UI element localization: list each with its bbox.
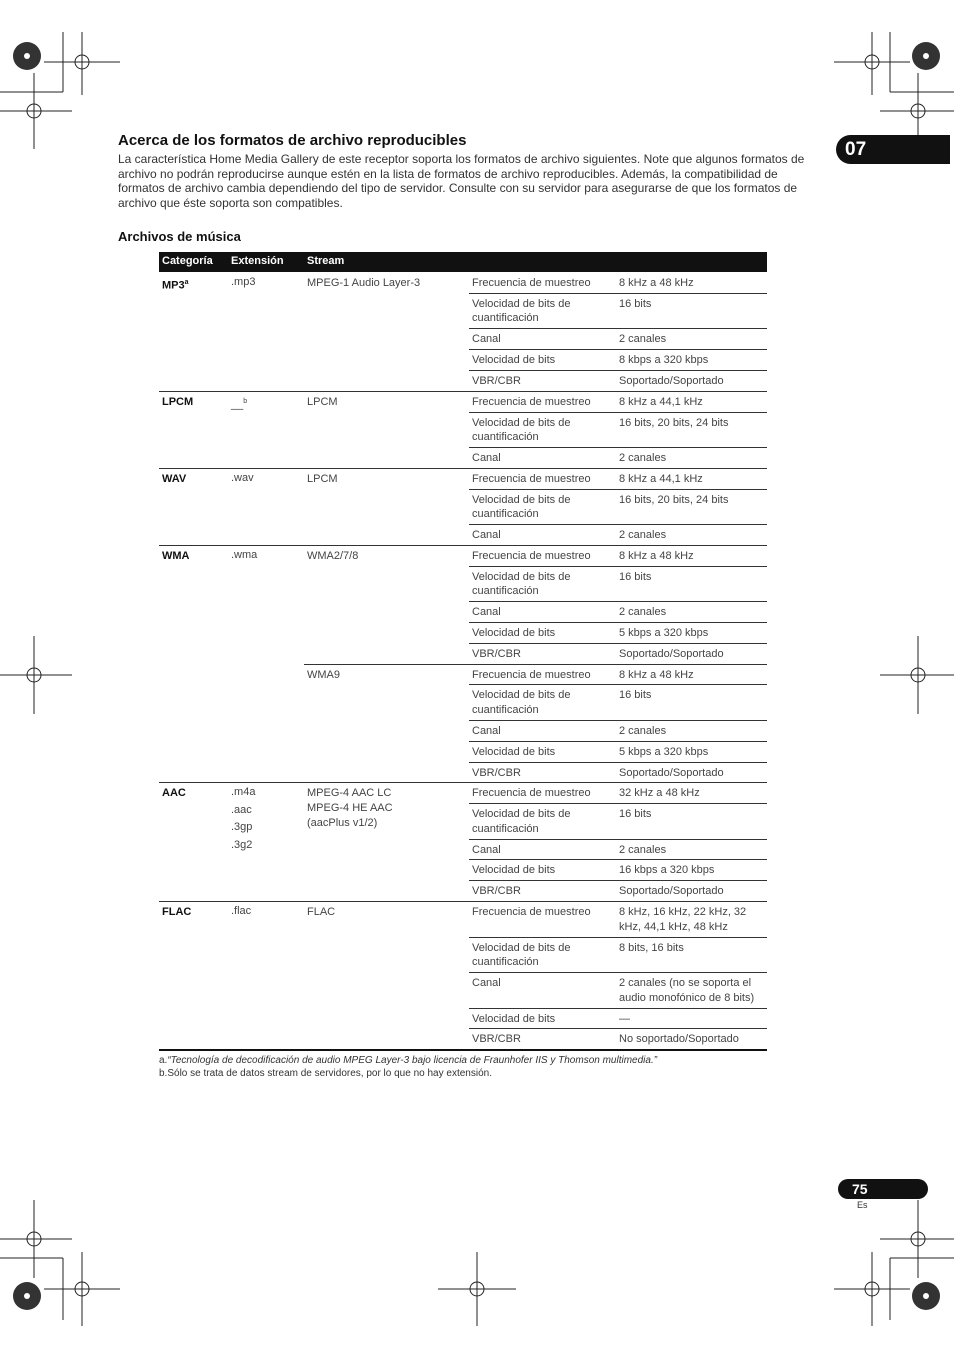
spec-row-divider [469, 524, 767, 525]
spec-label: Frecuencia de muestreo [472, 668, 591, 681]
chapter-tab: 07 [836, 135, 950, 164]
stream-name: MPEG-4 AAC LC MPEG-4 HE AAC (aacPlus v1/2) [307, 787, 393, 830]
spec-value: 16 bits, 20 bits, 24 bits [619, 416, 729, 429]
spec-value: 2 canales [619, 843, 667, 856]
extension-aac: .m4a .aac .3gp .3g2 [231, 786, 256, 851]
intro-paragraph: La característica Home Media Gallery de este receptor soporta los formatos de archivo siguientes. Note que algunos formatos de archivo no podrán reproducirse aunque estén en la lista de formatos de archivo reproducibles. Además, la compatibilidad de formatos de archivo cambia dependiendo del tipo de servidor. Consulte con su servidor para asegurarse de que los formatos de archivo que éste soporta son compatibles. [118, 152, 805, 210]
spec-row-divider [469, 370, 767, 371]
spec-value: 8 bits, 16 bits [619, 941, 684, 954]
spec-label: Canal [472, 333, 501, 346]
spec-row-divider [469, 880, 767, 881]
spec-row-divider [469, 972, 767, 973]
spec-label: Velocidad de bits [472, 627, 556, 639]
spec-row-divider [469, 684, 767, 685]
spec-value: Soportado/Soportado [619, 885, 724, 898]
subsection-title: Archivos de música [118, 229, 241, 244]
spec-label: Velocidad de bits de cuantificación [472, 689, 571, 716]
spec-label: Velocidad de bits [472, 864, 556, 877]
spec-value: — [619, 1012, 630, 1025]
spec-label: Canal [472, 843, 501, 856]
spec-label: Frecuencia de muestreo [472, 906, 591, 918]
spec-row-divider [469, 720, 767, 721]
spec-value: Soportado/Soportado [619, 647, 724, 660]
section-title: Acerca de los formatos de archivo reproducibles [118, 132, 467, 149]
spec-value: 5 kbps a 320 kbps [619, 627, 709, 639]
spec-value: 16 kbps a 320 kbps [619, 864, 715, 877]
stream-name: WMA9 [307, 668, 340, 681]
extension-wav: .wav [231, 471, 254, 484]
spec-label: VBR/CBR [472, 374, 521, 387]
spec-label: Canal [472, 977, 501, 989]
footnote-b: b.Sólo se trata de datos stream de servidores, por lo que no hay extensión. [159, 1068, 492, 1079]
header-stream: Stream [307, 255, 345, 267]
spec-row-divider [469, 489, 767, 490]
spec-value: 5 kbps a 320 kbps [619, 745, 709, 758]
spec-row-divider [469, 349, 767, 350]
spec-row-divider [469, 566, 767, 567]
spec-label: Velocidad de bits [472, 1012, 556, 1025]
category-divider [159, 391, 767, 392]
spec-value: 2 canales [619, 529, 667, 542]
language-code: Es [857, 1200, 868, 1210]
spec-value: 8 kHz a 44,1 kHz [619, 395, 703, 408]
extension-wma: .wma [231, 548, 258, 561]
spec-value: 16 bits [619, 297, 652, 310]
spec-value: Soportado/Soportado [619, 374, 724, 387]
spec-value: 2 canales [619, 452, 667, 464]
stream-divider [304, 664, 767, 665]
spec-value: 2 canales [619, 333, 667, 346]
stream-name: LPCM [307, 472, 338, 485]
spec-row-divider [469, 937, 767, 938]
spec-value: 8 kHz a 48 kHz [619, 549, 694, 562]
spec-label: Velocidad de bits [472, 354, 556, 367]
extension-flac: .flac [231, 905, 252, 917]
spec-label: Frecuencia de muestreo [472, 472, 591, 485]
category-flac: FLAC [162, 906, 192, 918]
spec-row-divider [469, 622, 767, 623]
spec-label: Velocidad de bits de cuantificación [472, 297, 571, 325]
spec-value: 8 kHz, 16 kHz, 22 kHz, 32 kHz, 44,1 kHz, 48 kHz [619, 906, 747, 933]
spec-value: Soportado/Soportado [619, 766, 724, 779]
category-divider [159, 468, 767, 469]
spec-value: 32 kHz a 48 kHz [619, 787, 700, 800]
spec-value: No soportado/Soportado [619, 1033, 739, 1046]
stream-name: WMA2/7/8 [307, 549, 359, 562]
spec-row-divider [469, 601, 767, 602]
spec-value: 2 canales [619, 724, 667, 737]
spec-row-divider [469, 1028, 767, 1029]
spec-value: 8 kHz a 48 kHz [619, 277, 694, 289]
extension-mp3: .mp3 [231, 276, 256, 288]
spec-label: Velocidad de bits de cuantificación [472, 941, 571, 968]
spec-label: Frecuencia de muestreo [472, 395, 591, 408]
spec-row-divider [469, 859, 767, 860]
header-extension: Extensión [231, 255, 284, 267]
spec-label: Velocidad de bits de cuantificación [472, 570, 571, 598]
category-wma: WMA [162, 549, 190, 562]
spec-label: Velocidad de bits de cuantificación [472, 416, 571, 443]
stream-name: MPEG-1 Audio Layer-3 [307, 277, 421, 289]
category-divider [159, 782, 767, 783]
spec-value: 2 canales (no se soporta el audio monofónico de 8 bits) [619, 977, 755, 1004]
table-bottom-rule [159, 1049, 767, 1051]
spec-value: 8 kHz a 44,1 kHz [619, 472, 703, 485]
spec-label: Canal [472, 529, 501, 542]
spec-row-divider [469, 328, 767, 329]
spec-value: 8 kHz a 48 kHz [619, 668, 694, 681]
category-aac: AAC [162, 787, 186, 800]
footnote-ref-b: b [243, 397, 248, 405]
spec-label: VBR/CBR [472, 885, 521, 898]
spec-label: VBR/CBR [472, 766, 521, 779]
header-categoria: Categoría [162, 255, 213, 267]
spec-row-divider [469, 447, 767, 448]
spec-value: 2 canales [619, 606, 667, 619]
spec-label: Frecuencia de muestreo [472, 787, 591, 800]
extension-lpcm: __$^b$ [231, 397, 248, 411]
spec-label: VBR/CBR [472, 1033, 521, 1046]
category-divider [159, 901, 767, 902]
spec-value: 8 kbps a 320 kbps [619, 354, 709, 367]
spec-value: 16 bits [619, 689, 652, 702]
category-divider [159, 545, 767, 546]
spec-row-divider [469, 839, 767, 840]
spec-label: Velocidad de bits [472, 745, 556, 758]
spec-label: Velocidad de bits de cuantificación [472, 808, 571, 835]
spec-row-divider [469, 1008, 767, 1009]
stream-name: LPCM [307, 395, 338, 408]
spec-label: Frecuencia de muestreo [472, 549, 591, 562]
page-number: 75 [838, 1179, 928, 1199]
category-wav: WAV [162, 472, 187, 485]
spec-value: 16 bits [619, 808, 652, 821]
spec-row-divider [469, 741, 767, 742]
spec-label: Canal [472, 452, 501, 464]
spec-row-divider [469, 412, 767, 413]
footnote-ref-a: a [184, 279, 189, 286]
spec-row-divider [469, 293, 767, 294]
footnote-a: a.“Tecnología de decodificación de audio MPEG Layer-3 bajo licencia de Fraunhofer IIS y Thomson multimedia.” [159, 1055, 658, 1066]
spec-label: VBR/CBR [472, 647, 521, 660]
spec-row-divider [469, 643, 767, 644]
spec-row-divider [469, 803, 767, 804]
spec-value: 16 bits, 20 bits, 24 bits [619, 493, 729, 506]
spec-label: Frecuencia de muestreo [472, 277, 591, 289]
spec-value: 16 bits [619, 570, 652, 583]
spec-label: Velocidad de bits de cuantificación [472, 493, 571, 521]
spec-label: Canal [472, 724, 501, 737]
spec-label: Canal [472, 606, 501, 619]
stream-name: FLAC [307, 906, 336, 918]
spec-row-divider [469, 762, 767, 763]
category-lpcm: LPCM [162, 395, 194, 408]
category-mp3: MP3$^a$ [162, 279, 189, 292]
